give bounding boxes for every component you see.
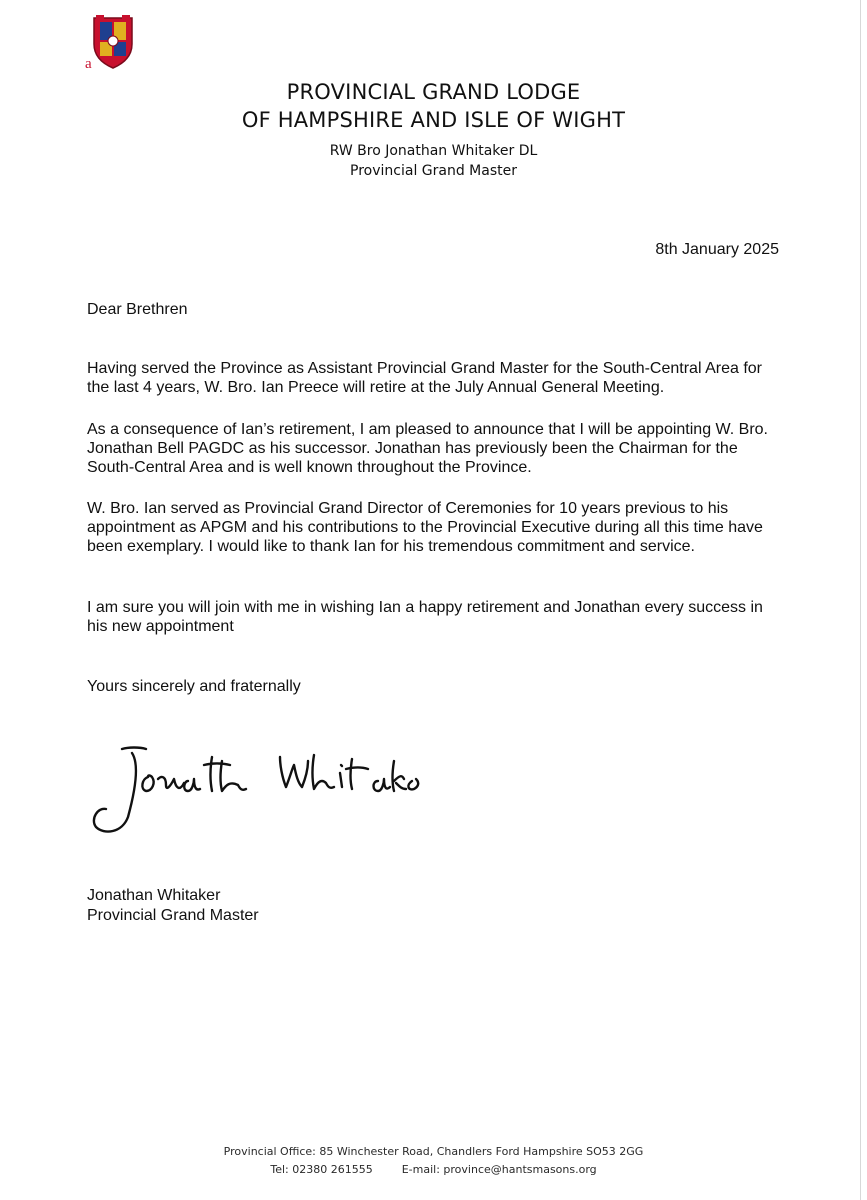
signatory-title: Provincial Grand Master: [87, 907, 259, 924]
crest-logo: [90, 14, 136, 70]
lodge-title-line2: OF HAMPSHIRE AND ISLE OF WIGHT: [241, 108, 626, 132]
footer-office: Provincial Office: 85 Winchester Road, Chandlers Ford Hampshire SO53 2GG: [223, 1145, 644, 1158]
email-value[interactable]: province@hantsmasons.org: [443, 1163, 597, 1176]
paragraph-4: I am sure you will join with me in wishing Ian a happy retirement and Jonathan every success in his new appointment: [87, 599, 763, 635]
master-name: RW Bro Jonathan Whitaker DL: [329, 143, 538, 159]
handwritten-signature: [82, 735, 422, 845]
tel-label: Tel:: [270, 1163, 289, 1176]
salutation: Dear Brethren: [87, 301, 188, 318]
crest-letter: a: [85, 56, 92, 72]
master-title: Provincial Grand Master: [350, 163, 517, 179]
letter-date: 8th January 2025: [655, 241, 779, 258]
tel-value: 02380 261555: [292, 1163, 373, 1176]
lodge-title-line1: PROVINCIAL GRAND LODGE: [286, 80, 581, 104]
closing: Yours sincerely and fraternally: [87, 678, 301, 695]
signatory-name: Jonathan Whitaker: [87, 887, 221, 904]
paragraph-2: As a consequence of Ian’s retirement, I am pleased to announce that I will be appointing W. Bro. Jonathan Bell PAGDC as his successor. Jonathan has previously been the Chairman for the South-Central Area and is well known throughout the Province.: [87, 421, 768, 476]
paragraph-3: W. Bro. Ian served as Provincial Grand Director of Ceremonies for 10 years previous to his appointment as APGM and his contributions to the Provincial Executive during all this time have been exemplary. I would like to thank Ian for his tremendous commitment and service.: [87, 500, 763, 555]
email-label: E-mail:: [401, 1163, 440, 1176]
page-edge: [860, 0, 861, 1200]
paragraph-1: Having served the Province as Assistant Provincial Grand Master for the South-Central Area for the last 4 years, W. Bro. Ian Preece will retire at the July Annual General Meeting.: [87, 360, 762, 396]
footer-contact: [0, 1163, 867, 1176]
